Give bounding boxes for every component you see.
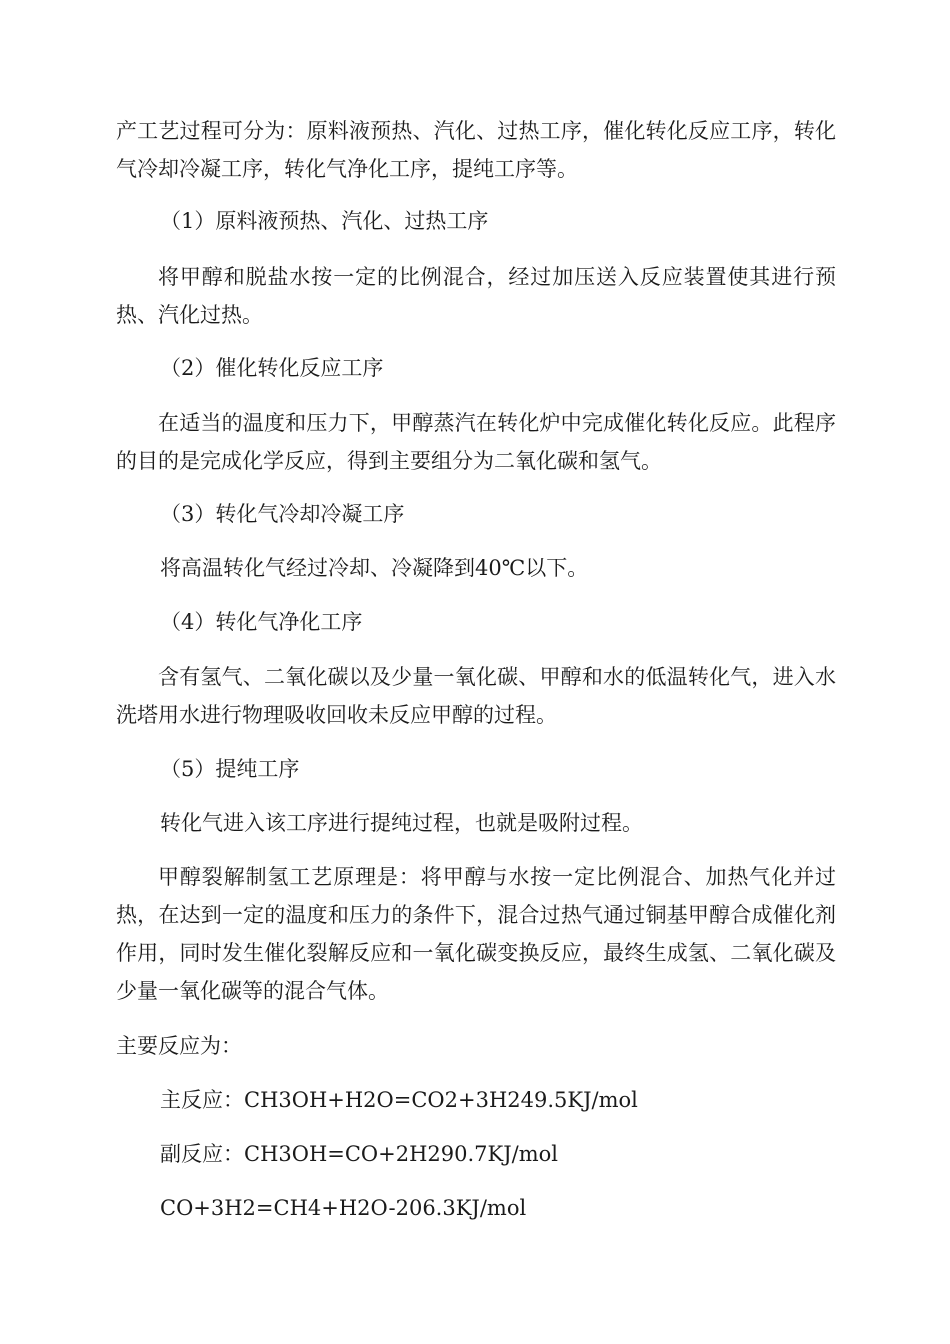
reaction-methanation: CO+3H2=CH4+H2O-206.3KJ/mol <box>160 1196 527 1220</box>
reaction-side: 副反应：CH3OH=CO+2H290.7KJ/mol <box>160 1142 558 1166</box>
paragraph-step-5: 转化气进入该工序进行提纯过程，也就是吸附过程。 <box>160 811 643 835</box>
paragraph-principle: 甲醇裂解制氢工艺原理是：将甲醇与水按一定比例混合、加热气化并过热，在达到一定的温度和压力的条件下，混合过热气通过铜基甲醇合成催化剂作用，同时发生催化裂解反应和一氧化碳变换反应，最终生成氢、二氧化碳及少量一氧化碳等的混合气体。 <box>116 865 836 1003</box>
paragraph-step-2: 在适当的温度和压力下，甲醇蒸汽在转化炉中完成催化转化反应。此程序的目的是完成化学反应，得到主要组分为二氧化碳和氢气。 <box>116 411 836 473</box>
paragraph-step-3: 将高温转化气经过冷却、冷凝降到40℃以下。 <box>160 556 589 580</box>
heading-step-2: （2）催化转化反应工序 <box>160 356 384 380</box>
heading-step-1: （1）原料液预热、汽化、过热工序 <box>160 209 489 233</box>
heading-step-4: （4）转化气净化工序 <box>160 610 363 634</box>
paragraph-step-1: 将甲醇和脱盐水按一定的比例混合，经过加压送入反应装置使其进行预热、汽化过热。 <box>116 265 836 327</box>
heading-step-3: （3）转化气冷却冷凝工序 <box>160 502 405 526</box>
paragraph-process-overview: 产工艺过程可分为：原料液预热、汽化、过热工序，催化转化反应工序，转化气冷却冷凝工序，转化气净化工序，提纯工序等。 <box>116 119 836 181</box>
heading-step-5: （5）提纯工序 <box>160 757 300 781</box>
paragraph-main-reactions-label: 主要反应为： <box>116 1034 242 1058</box>
paragraph-step-4: 含有氢气、二氧化碳以及少量一氧化碳、甲醇和水的低温转化气，进入水洗塔用水进行物理吸收回收未反应甲醇的过程。 <box>116 665 836 727</box>
reaction-main: 主反应：CH3OH+H2O=CO2+3H249.5KJ/mol <box>160 1088 638 1112</box>
